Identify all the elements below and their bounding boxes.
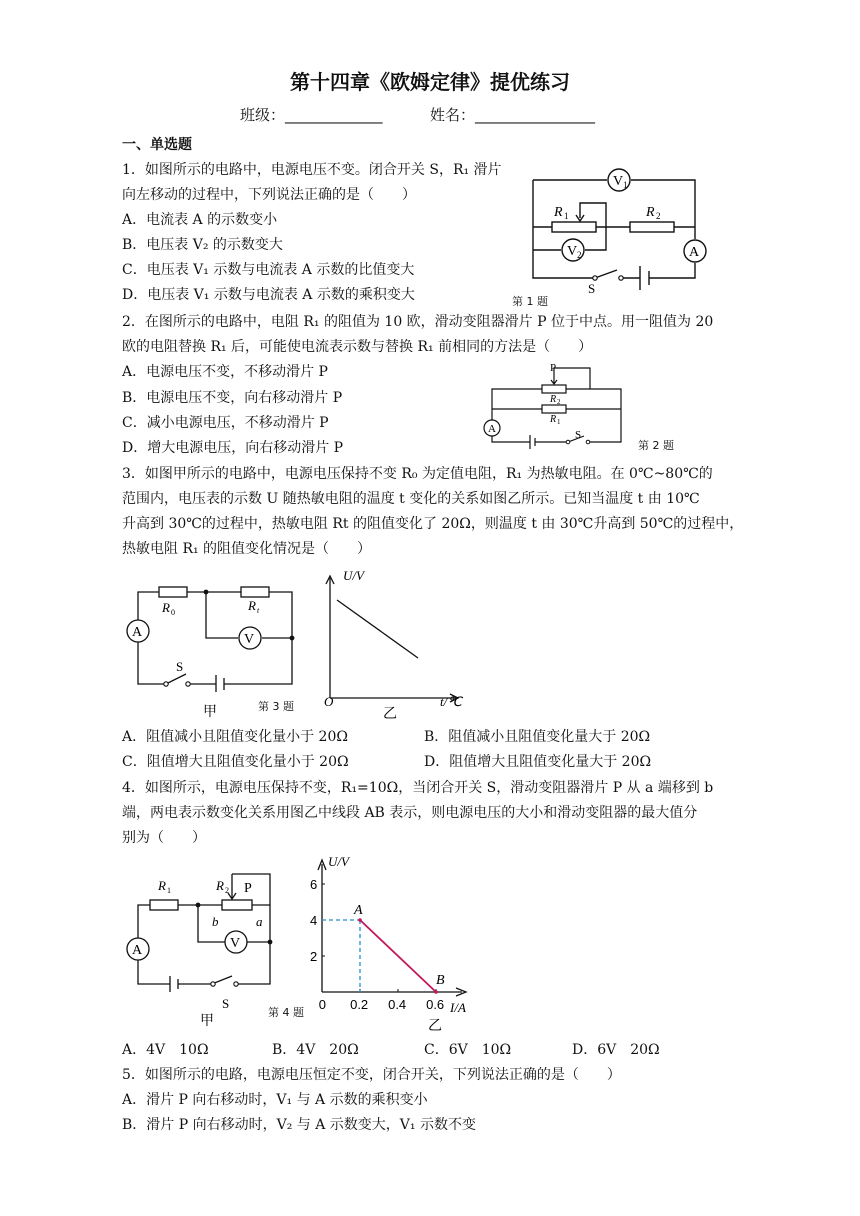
- q4-switch-label: S: [222, 996, 230, 1011]
- q3-switch-label: S: [176, 659, 184, 674]
- q3-stem-line3: 升高到 30℃的过程中，热敏电阻 Rt 的阻值变化了 20Ω，则温度 t 由 30℃升高到 50℃的过程中，: [122, 516, 744, 532]
- q1-v1-label: V: [613, 174, 624, 189]
- q2-circuit-diagram: [478, 358, 628, 456]
- q1-option-d: D．电压表 V₁ 示数与电流表 A 示数的乘积变大: [122, 287, 415, 303]
- q3-rt-sub: t: [257, 606, 260, 615]
- q1-stem-line2: 向左移动的过程中，下列说法正确的是（ ）: [122, 187, 416, 203]
- q5-option-b: B．滑片 P 向右移动时，V₂ 与 A 示数变大，V₁ 示数不变: [122, 1117, 476, 1133]
- page-title: 第十四章《欧姆定律》提优练习: [290, 70, 570, 94]
- q2-stem-line1: 2．在图所示的电路中，电阻 R₁ 的阻值为 10 欧，滑动变阻器滑片 P 位于中点。用一阻值为 20: [122, 314, 714, 330]
- x-tick-label: 0.4: [388, 997, 407, 1012]
- q4-stem-line1: 4．如图所示，电源电压保持不变，R₁=10Ω，当闭合开关 S，滑动变阻器滑片 P 从 a 端移到 b: [122, 780, 714, 796]
- q3-stem-line2: 范围内，电压表的示数 U 随热敏电阻的温度 t 变化的关系如图乙所示。已知当温度 t 由 10℃: [122, 491, 700, 507]
- q3-y-axis-label: U/V: [343, 570, 364, 583]
- q1-stem-line1: 1．如图所示的电路中，电源电压不变。闭合开关 S，R₁ 滑片: [122, 162, 502, 178]
- q3-option-a: A．阻值减小且阻值变化量小于 20Ω: [122, 729, 348, 745]
- q4-r2-sub: 2: [225, 886, 229, 895]
- q4-circuit-diagram: [120, 860, 280, 1030]
- name-field-label: 姓名：________________: [430, 106, 596, 124]
- q2-ammeter-label: A: [488, 423, 496, 435]
- q3-x-axis-label: t/℃: [440, 694, 462, 709]
- q5-stem: 5．如图所示的电路，电源电压恒定不变，闭合开关，下列说法正确的是（ ）: [122, 1067, 621, 1083]
- data-point-b: [434, 990, 438, 994]
- q2-r2-label: R: [550, 394, 557, 405]
- y-axis-label: U/V: [328, 854, 349, 869]
- q1-switch-label: S: [588, 281, 596, 295]
- x-tick-label: 0.6: [426, 997, 445, 1012]
- q2-stem-line2: 欧的电阻替换 R₁ 后，可能使电流表示数与替换 R₁ 前相同的方法是（ ）: [122, 339, 593, 355]
- q1-v2-sub: 2: [577, 250, 582, 260]
- q3-stem-line1: 3．如图甲所示的电路中，电源电压保持不变 R₀ 为定值电阻，R₁ 为热敏电阻。在 0℃~80℃的: [122, 466, 713, 482]
- q3-figures: [120, 570, 480, 720]
- q4-b-end-label: b: [212, 914, 219, 929]
- class-field-label: 班级：_____________: [240, 106, 383, 124]
- y-tick-label: 2: [310, 949, 318, 964]
- q2-caption: 第 2 题: [638, 439, 674, 452]
- q3-option-d: D．阻值增大且阻值变化量大于 20Ω: [424, 754, 652, 770]
- q4-yi-label: 乙: [428, 1017, 442, 1032]
- q4-a-end-label: a: [256, 914, 263, 929]
- q4-r1-sub: 1: [167, 886, 171, 895]
- q4-caption: 第 4 题: [268, 1006, 304, 1019]
- x-axis-label: I/A: [450, 1000, 466, 1015]
- section-heading: 一、单选题: [122, 137, 192, 153]
- q2-slider-label: P: [550, 362, 557, 374]
- q3-caption: 第 3 题: [258, 700, 294, 713]
- q1-option-c: C．电压表 V₁ 示数与电流表 A 示数的比值变大: [122, 262, 415, 278]
- q4-option-b: B．4V 20Ω: [272, 1042, 359, 1058]
- q4-option-a: A．4V 10Ω: [122, 1042, 209, 1058]
- q1-caption: 第 1 题: [512, 295, 548, 308]
- q4-ui-chart: [300, 852, 485, 1032]
- q3-rt-label: R: [248, 598, 256, 613]
- data-point-a: [358, 918, 362, 922]
- q4-r2-label: R: [216, 878, 224, 893]
- point-label-a: A: [354, 903, 363, 918]
- q3-origin-label: O: [324, 694, 334, 709]
- q1-v2-label: V: [567, 244, 578, 259]
- point-label-b: B: [436, 973, 445, 988]
- q1-v1-sub: 1: [623, 180, 628, 190]
- q4-option-c: C．6V 10Ω: [424, 1042, 512, 1058]
- q3-r0-label: R: [162, 600, 170, 615]
- q2-r1-sub: 1: [557, 418, 561, 426]
- q3-jia-label: 甲: [203, 703, 217, 719]
- q3-ammeter-label: A: [132, 625, 143, 640]
- q4-r1-label: R: [158, 878, 166, 893]
- q2-option-b: B．电源电压不变，向右移动滑片 P: [122, 390, 343, 406]
- q2-option-d: D．增大电源电压，向右移动滑片 P: [122, 440, 344, 456]
- q1-r1-label: R: [554, 205, 563, 220]
- q1-circuit-diagram: [525, 160, 720, 295]
- q2-r2-sub: 2: [557, 398, 561, 406]
- q1-ammeter-label: A: [689, 245, 700, 260]
- x-tick-label: 0: [318, 997, 326, 1012]
- q4-slider-label: P: [244, 881, 252, 896]
- q2-option-a: A．电源电压不变，不移动滑片 P: [122, 364, 328, 380]
- q1-r2-label: R: [646, 205, 655, 220]
- q5-option-a: A．滑片 P 向右移动时，V₁ 与 A 示数的乘积变小: [122, 1092, 428, 1108]
- q3-r0-sub: 0: [171, 608, 175, 617]
- q1-r1-sub: 1: [564, 211, 569, 221]
- y-tick-label: 4: [310, 913, 318, 928]
- y-tick-label: 6: [310, 877, 318, 892]
- series-line-ab: [360, 920, 436, 992]
- q1-option-b: B．电压表 V₂ 的示数变大: [122, 237, 283, 253]
- q3-yi-label: 乙: [383, 705, 397, 720]
- q2-switch-label: S: [575, 429, 582, 441]
- q4-stem-line2: 端，两电表示数变化关系用图乙中线段 AB 表示，则电源电压的大小和滑动变阻器的最大值分: [122, 805, 698, 821]
- q4-stem-line3: 别为（ ）: [122, 830, 206, 846]
- q3-option-c: C．阻值增大且阻值变化量小于 20Ω: [122, 754, 349, 770]
- q3-voltmeter-label: V: [244, 632, 255, 647]
- x-tick-label: 0.2: [350, 997, 369, 1012]
- q2-option-c: C．减小电源电压，不移动滑片 P: [122, 415, 329, 431]
- q4-voltmeter-label: V: [230, 936, 241, 951]
- q3-stem-line4: 热敏电阻 R₁ 的阻值变化情况是（ ）: [122, 541, 372, 557]
- q4-option-d: D．6V 20Ω: [572, 1042, 660, 1058]
- q4-jia-label: 甲: [200, 1012, 214, 1028]
- q1-r2-sub: 2: [656, 211, 661, 221]
- q3-option-b: B．阻值减小且阻值变化量大于 20Ω: [424, 729, 651, 745]
- q4-ammeter-label: A: [132, 943, 143, 958]
- q1-option-a: A．电流表 A 的示数变小: [122, 212, 278, 228]
- q2-r1-label: R: [550, 414, 557, 425]
